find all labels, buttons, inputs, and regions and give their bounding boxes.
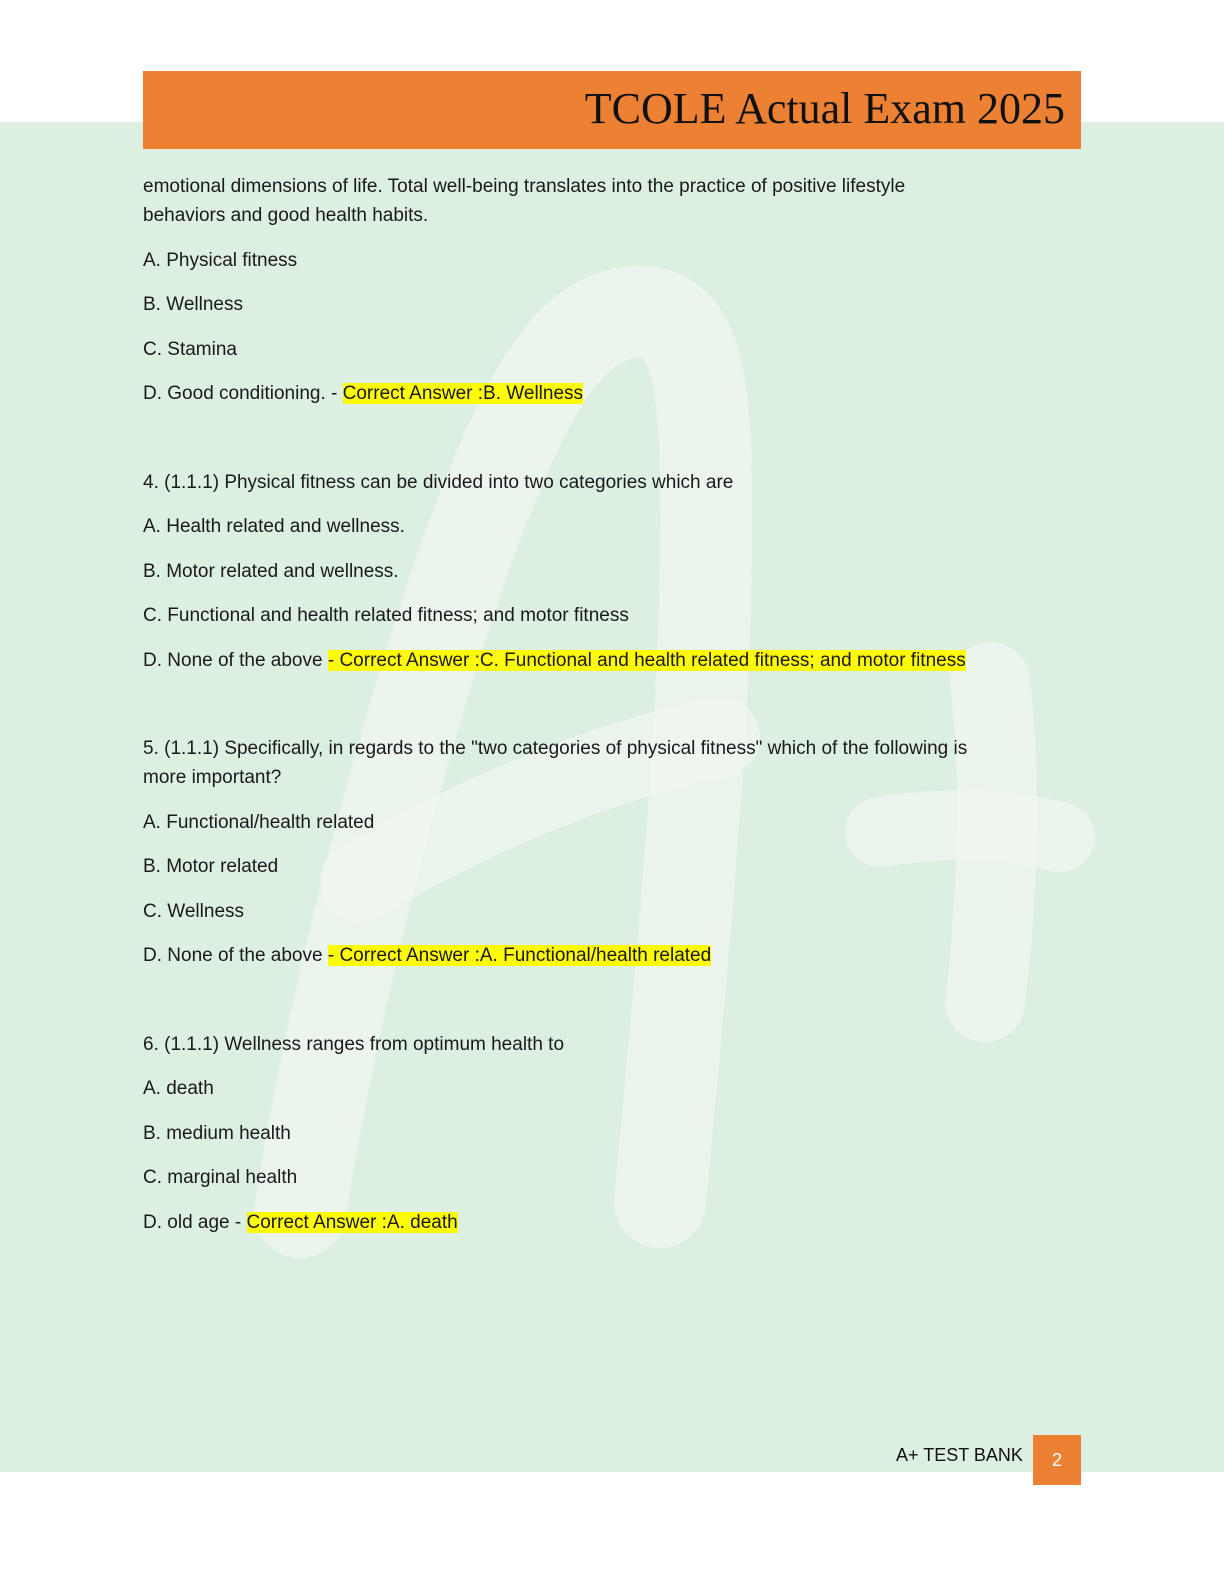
intro-line: behaviors and good health habits. xyxy=(143,205,429,226)
option-text: D. None of the above xyxy=(143,945,328,966)
answer-option: A. death xyxy=(143,1078,214,1099)
answer-option: B. Motor related xyxy=(143,856,279,877)
question-spacer xyxy=(143,690,1073,734)
answer-option: B. Wellness xyxy=(143,294,243,315)
answer-option: C. marginal health xyxy=(143,1167,298,1188)
question-text xyxy=(143,734,1073,792)
option-text: D. Good conditioning. - xyxy=(143,383,343,404)
exam-content xyxy=(143,172,1073,1252)
answer-option: A. Health related and wellness. xyxy=(143,516,405,537)
question-spacer xyxy=(143,424,1073,468)
question-line: more important? xyxy=(143,767,282,788)
answer-option-with-key xyxy=(143,646,1073,675)
answer-option: A. Functional/health related xyxy=(143,811,375,833)
intro-paragraph xyxy=(143,172,1073,230)
question-text: 6. (1.1.1) Wellness ranges from optimum health to xyxy=(143,1033,565,1055)
question-line: 5. (1.1.1) Specifically, in regards to the "two categories of physical fitness" which of the following is xyxy=(143,738,968,759)
answer-option: A. Physical fitness xyxy=(143,249,298,271)
option-text: D. old age - xyxy=(143,1211,247,1233)
page-number-badge xyxy=(1033,1435,1081,1485)
answer-option: B. medium health xyxy=(143,1122,291,1144)
header-bar xyxy=(143,71,1081,149)
answer-option-with-key xyxy=(143,379,1073,408)
correct-answer-highlight: Correct Answer :B. Wellness xyxy=(342,383,584,404)
answer-option: C. Functional and health related fitness; and motor fitness xyxy=(143,605,629,626)
page-title: TCOLE Actual Exam 2025 xyxy=(584,84,1065,133)
answer-option: B. Motor related and wellness. xyxy=(143,560,399,582)
option-text: D. None of the above xyxy=(143,649,328,671)
footer-label: A+ TEST BANK xyxy=(896,1445,1023,1465)
intro-line: emotional dimensions of life. Total well-being translates into the practice of positive lifestyle xyxy=(143,176,906,197)
answer-option: C. Stamina xyxy=(143,338,237,360)
correct-answer-highlight: - Correct Answer :A. Functional/health related xyxy=(327,945,712,966)
answer-option-with-key xyxy=(143,1208,1073,1237)
answer-option: C. Wellness xyxy=(143,900,245,922)
answer-option-with-key xyxy=(143,941,1073,970)
correct-answer-highlight: Correct Answer :A. death xyxy=(246,1211,458,1233)
page-number: 2 xyxy=(1051,1449,1062,1470)
correct-answer-highlight: - Correct Answer :C. Functional and health related fitness; and motor fitness xyxy=(327,649,966,671)
question-spacer xyxy=(143,986,1073,1030)
question-text: 4. (1.1.1) Physical fitness can be divided into two categories which are xyxy=(143,471,734,493)
